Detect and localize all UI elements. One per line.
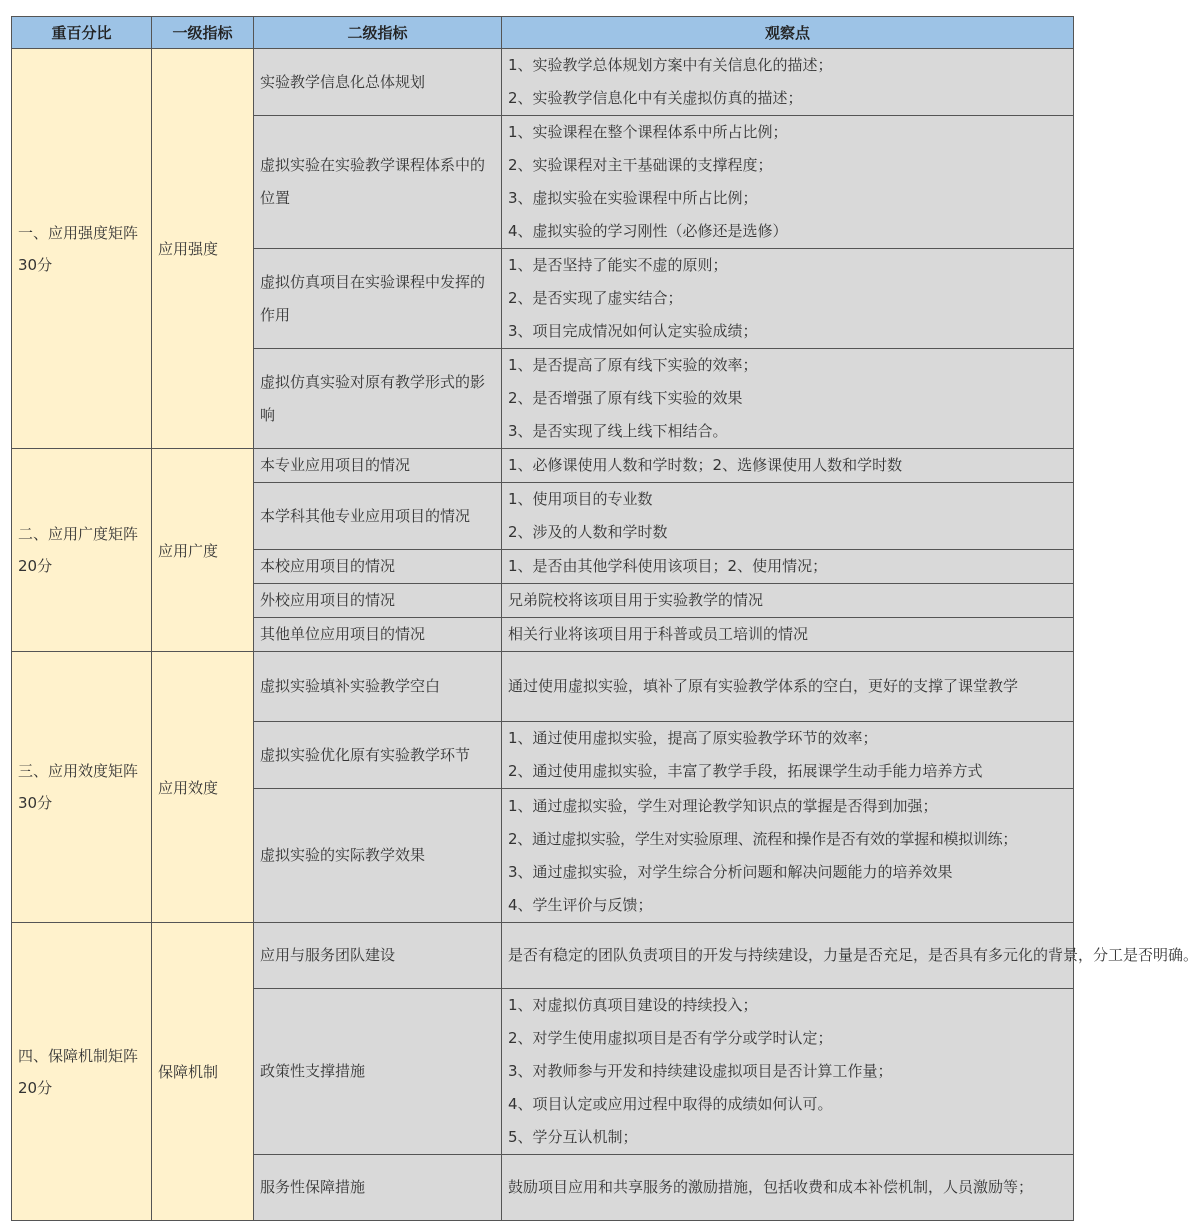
observation-cell [502,652,1074,722]
section-weight: 三、应用效度矩阵 30分 [12,652,152,923]
observation-cell [502,989,1074,1155]
section-level1: 应用效度 [152,652,254,923]
observation-cell [502,1155,1074,1221]
level2-cell: 政策性支撑措施 [254,989,502,1155]
observation-point: 4、项目认定或应用过程中取得的成绩如何认可。 [508,1095,833,1113]
level2-cell: 虚拟实验的实际教学效果 [254,789,502,923]
level2-cell: 虚拟仿真项目在实验课程中发挥的作用 [254,249,502,349]
section-level1: 应用广度 [152,449,254,652]
observation-point: 2、对学生使用虚拟项目是否有学分或学时认定； [508,1029,833,1047]
evaluation-table [11,16,1198,1221]
level2-cell: 外校应用项目的情况 [254,584,502,618]
observation-cell [502,789,1074,923]
observation-cell [502,249,1074,349]
section-weight: 二、应用广度矩阵 20分 [12,449,152,652]
header-level2: 二级指标 [254,17,502,49]
observation-point: 兄弟院校将该项目用于实验教学的情况 [508,591,764,609]
observation-point: 5、学分互认机制； [508,1128,638,1146]
header-observation: 观察点 [502,17,1074,49]
table-row [12,449,1074,483]
observation-point: 2、涉及的人数和学时数 [508,523,668,541]
observation-point: 1、必修课使用人数和学时数；2、选修课使用人数和学时数 [508,456,903,474]
observation-point: 通过使用虚拟实验，填补了原有实验教学体系的空白，更好的支撑了课堂教学 [508,677,1019,695]
observation-point: 2、是否增强了原有线下实验的效果 [508,389,743,407]
level2-cell: 其他单位应用项目的情况 [254,618,502,652]
observation-point: 2、是否实现了虚实结合； [508,289,683,307]
observation-point: 1、通过虚拟实验，学生对理论教学知识点的掌握是否得到加强； [508,796,938,815]
level2-cell: 虚拟实验填补实验教学空白 [254,652,502,722]
observation-cell [502,49,1074,116]
table-row [12,652,1074,722]
level2-cell: 本专业应用项目的情况 [254,449,502,483]
observation-point: 1、实验课程在整个课程体系中所占比例； [508,123,788,141]
observation-point: 3、项目完成情况如何认定实验成绩； [508,322,758,340]
level2-cell: 虚拟实验优化原有实验教学环节 [254,722,502,789]
level2-cell: 应用与服务团队建设 [254,923,502,989]
observation-point: 3、虚拟实验在实验课程中所占比例； [508,189,758,207]
observation-point: 4、学生评价与反馈； [508,895,653,914]
level2-cell: 虚拟实验在实验教学课程体系中的位置 [254,116,502,249]
observation-cell [502,923,1198,989]
observation-point: 2、通过使用虚拟实验，丰富了教学手段，拓展课学生动手能力培养方式 [508,762,983,780]
observation-cell [502,618,1074,652]
table-row [12,49,1074,116]
header-weight: 重百分比 [12,17,152,49]
observation-point: 是否有稳定的团队负责项目的开发与持续建设，力量是否充足，是否具有多元化的背景，分工是否明确。 [508,946,1198,964]
level2-cell: 虚拟仿真实验对原有教学形式的影响 [254,349,502,449]
observation-cell [502,349,1074,449]
observation-cell [502,483,1074,550]
observation-point: 4、虚拟实验的学习刚性（必修还是选修） [508,222,788,240]
level2-cell: 本学科其他专业应用项目的情况 [254,483,502,550]
observation-cell [502,722,1074,789]
level2-cell: 服务性保障措施 [254,1155,502,1221]
observation-point: 2、通过虚拟实验，学生对实验原理、流程和操作是否有效的掌握和模拟训练； [508,829,1018,848]
observation-point: 鼓励项目应用和共享服务的激励措施，包括收费和成本补偿机制，人员激励等； [508,1178,1034,1196]
observation-point: 1、对虚拟仿真项目建设的持续投入； [508,996,758,1014]
level2-cell: 本校应用项目的情况 [254,550,502,584]
observation-cell [502,449,1074,483]
observation-point: 2、实验教学信息化中有关虚拟仿真的描述； [508,89,803,107]
table-header-row [12,17,1074,49]
observation-cell [502,584,1074,618]
observation-point: 1、是否由其他学科使用该项目；2、使用情况； [508,557,828,575]
observation-point: 1、使用项目的专业数 [508,490,653,508]
observation-point: 3、是否实现了线上线下相结合。 [508,422,728,440]
observation-point: 相关行业将该项目用于科普或员工培训的情况 [508,625,809,643]
observation-point: 1、是否坚持了能实不虚的原则； [508,256,728,274]
observation-cell [502,550,1074,584]
observation-point: 3、对教师参与开发和持续建设虚拟项目是否计算工作量； [508,1062,893,1080]
observation-point: 3、通过虚拟实验，对学生综合分析问题和解决问题能力的培养效果 [508,862,953,881]
observation-point: 1、是否提高了原有线下实验的效率； [508,356,758,374]
observation-point: 2、实验课程对主干基础课的支撑程度； [508,156,773,174]
section-weight: 四、保障机制矩阵 20分 [12,923,152,1221]
section-level1: 保障机制 [152,923,254,1221]
observation-point: 1、实验教学总体规划方案中有关信息化的描述； [508,56,833,74]
table-row [12,923,1074,989]
section-level1: 应用强度 [152,49,254,449]
level2-cell: 实验教学信息化总体规划 [254,49,502,116]
header-level1: 一级指标 [152,17,254,49]
observation-cell [502,116,1074,249]
section-weight: 一、应用强度矩阵 30分 [12,49,152,449]
observation-point: 1、通过使用虚拟实验，提高了原实验教学环节的效率； [508,729,878,747]
